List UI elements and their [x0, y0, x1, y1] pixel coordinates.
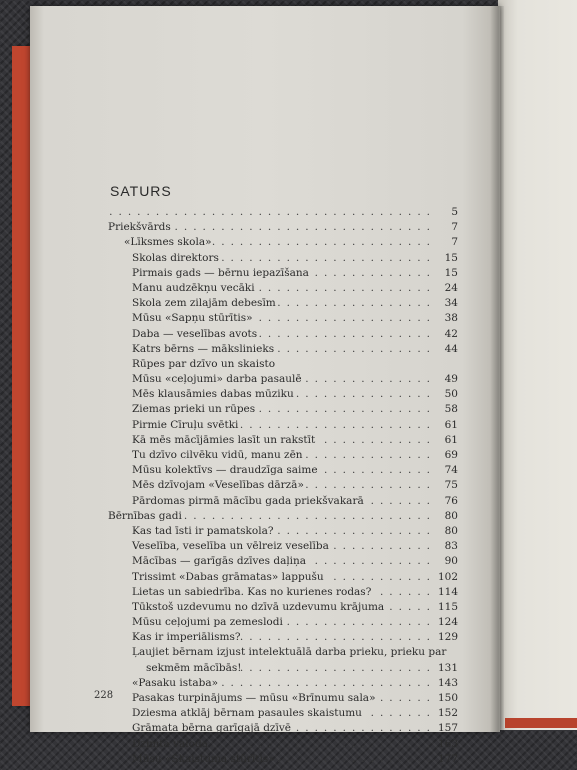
- toc-page-number: 83: [444, 540, 458, 553]
- facing-cover-edge: [505, 718, 577, 728]
- toc-leader-dots: .............: [314, 555, 436, 568]
- toc-leader-dots: ......: [379, 585, 436, 598]
- toc-entry: [108, 676, 458, 691]
- toc-page-number: 15: [444, 266, 458, 279]
- toc-entry-title: Mūsu «ceļojumi» darba pasaulē: [132, 373, 302, 386]
- toc-leader-dots: ..............: [305, 449, 436, 461]
- toc-page-number: 74: [444, 464, 458, 477]
- toc-entry-title: «Pasaku istaba»: [132, 676, 219, 689]
- toc-entry: [108, 630, 458, 645]
- toc-page-number: 5: [451, 206, 458, 218]
- toc-page-number: 80: [444, 509, 458, 522]
- toc-entry-title: Kas ir imperiālisms?: [132, 631, 241, 644]
- toc-page-number: 61: [444, 433, 458, 446]
- toc-entry: [108, 342, 458, 357]
- toc-entry: [108, 706, 458, 721]
- toc-entry-title: Mūsu «Sapņu stūrītis»: [132, 312, 253, 325]
- toc-entry-title: Pirmais gads — bērnu iepazīšana: [132, 266, 309, 279]
- toc-leader-dots: ...........: [333, 540, 436, 553]
- toc-leader-dots: .................: [277, 752, 436, 765]
- toc-entry: [108, 737, 458, 752]
- toc-page-number: 42: [444, 327, 458, 340]
- toc-page-number: 15: [444, 251, 458, 264]
- toc-entry-title: «Līksmes skola»: [124, 236, 212, 249]
- toc-page-number: 7: [451, 221, 458, 234]
- toc-leader-dots: ...............: [295, 388, 436, 401]
- toc-page-number: 75: [444, 479, 458, 492]
- toc-page-number: 7: [451, 236, 458, 249]
- toc-entry-title: sekmēm mācībās!: [146, 661, 242, 674]
- toc-leader-dots: ............................: [174, 221, 436, 234]
- toc-page-number: 76: [444, 494, 458, 507]
- toc-leader-dots: ...................: [258, 403, 436, 416]
- toc-leader-dots: ............: [323, 464, 436, 477]
- facing-page: [498, 0, 577, 730]
- toc-entry-title: Tūkstoš uzdevumu no dzīvā uzdevumu krājuma: [132, 600, 385, 613]
- toc-leader-dots: ...........................: [183, 509, 436, 522]
- toc-entry-title: Pirmie Cīruļu svētki: [132, 418, 239, 431]
- toc-entry: [108, 539, 458, 554]
- toc-entry: [108, 448, 458, 463]
- toc-page-number: 58: [444, 403, 458, 416]
- toc-leader-dots: ................: [286, 616, 436, 629]
- toc-entry-title: Ļaujiet bērnam izjust intelektuālā darba prieku, prieku par: [132, 646, 447, 659]
- toc-entry: [108, 463, 458, 478]
- toc-entry: [108, 402, 458, 417]
- toc-entry-title: Pasakas turpinājums — mūsu «Brīnumu sala»: [132, 692, 376, 704]
- toc-entry-title: Kas tad īsti ir pamatskola?: [132, 524, 274, 537]
- toc-entry-title: Mūsu kolektīvs — draudzīga saime: [132, 464, 318, 477]
- toc-entry-title: Grāmata bērna garīgajā dzīvē: [132, 722, 291, 735]
- toc-page-number: 50: [444, 388, 458, 401]
- toc-leader-dots: .....................: [239, 418, 436, 431]
- toc-entry-title: Mēs dzīvojam «Veselības dārzā»: [132, 479, 304, 492]
- toc-page-number: 44: [444, 342, 458, 355]
- toc-leader-dots: ...................................: [109, 206, 436, 218]
- toc-page-number: 49: [444, 373, 458, 386]
- toc-entry-title: Skola zem zilajām debesīm: [132, 297, 276, 310]
- toc-entry: [108, 311, 458, 326]
- toc-entry: [108, 721, 458, 736]
- toc-leader-dots: ..............: [305, 479, 436, 492]
- toc-page-number: 61: [444, 418, 458, 431]
- toc-page-number: 150: [437, 692, 458, 704]
- toc-entry: [108, 205, 458, 220]
- toc-page-number: 90: [444, 555, 458, 568]
- toc-page-number: 129: [437, 631, 458, 644]
- toc-entry-title: Daba — veselības avots: [132, 327, 258, 340]
- toc-entry: [108, 418, 458, 433]
- toc-entry: [108, 266, 458, 281]
- toc-entry-title: Mūsu ceļojumi pa zemeslodi: [132, 616, 283, 629]
- toc-leader-dots: ........................: [211, 236, 436, 249]
- toc-leader-dots: .....................: [239, 631, 436, 644]
- toc-leader-dots: ...................: [258, 327, 436, 340]
- toc-entry-title: Ziemas prieki un rūpes: [132, 403, 256, 416]
- toc-entry: [108, 478, 458, 493]
- toc-page-number: 34: [444, 297, 458, 310]
- toc-entry-title: Dzimtā valoda: [132, 737, 208, 750]
- toc-leader-dots: .....: [389, 600, 436, 613]
- toc-entry: [108, 372, 458, 387]
- toc-entry: [108, 509, 458, 524]
- toc-entry-title: Skolas direktors: [132, 251, 219, 264]
- toc-page-number: 80: [444, 524, 458, 537]
- toc-entry: [108, 570, 458, 585]
- toc-entry: [108, 357, 458, 372]
- toc-entry-title: Rūpes par dzīvo un skaisto: [132, 357, 276, 370]
- page-number: 228: [94, 690, 114, 701]
- toc-page-number: 38: [444, 312, 458, 325]
- toc-entry: [108, 433, 458, 448]
- toc-entry-title: Trissimt «Dabas grāmatas» lappušu: [132, 570, 324, 583]
- toc-page-number: 24: [444, 281, 458, 294]
- toc-entry: [108, 600, 458, 615]
- toc-entry-title: Dziesma atklāj bērnam pasaules skaistumu: [132, 707, 362, 720]
- toc-leader-dots: .......................: [221, 676, 436, 689]
- toc-page-number: 143: [437, 676, 458, 689]
- toc-entry-title: Priekšvārds: [108, 221, 171, 234]
- toc-page-number: 114: [437, 585, 458, 598]
- toc-page-number: 177: [437, 752, 458, 765]
- toc-page-number: 69: [444, 449, 458, 461]
- toc-entry: [108, 235, 458, 250]
- toc-entry: [108, 554, 458, 569]
- toc-entry: [108, 752, 458, 767]
- toc-leader-dots: .................: [277, 524, 436, 537]
- toc-leader-dots: .................: [277, 297, 436, 310]
- toc-leader-dots: .................: [277, 342, 436, 355]
- toc-leader-dots: .............: [314, 266, 436, 279]
- toc-page-number: 102: [437, 570, 458, 583]
- toc-leader-dots: ........................: [211, 737, 436, 750]
- toc-entry: [108, 387, 458, 402]
- toc-entry: [108, 494, 458, 509]
- toc-page-number: 163: [437, 737, 458, 750]
- toc-entry-title: Kā mēs mācījāmies lasīt un rakstīt: [132, 433, 316, 446]
- table-of-contents: [108, 205, 458, 767]
- toc-leader-dots: ..............: [305, 373, 436, 386]
- toc-leader-dots: ............: [323, 433, 436, 446]
- toc-entry-title: Manu audzēkņu vecāki: [132, 281, 255, 294]
- toc-entry-title: Mūsu «Skaistuma stūrītis»: [132, 752, 275, 765]
- spine-shadow: [490, 6, 504, 732]
- toc-page-number: 131: [437, 661, 458, 674]
- toc-entry: [108, 691, 458, 706]
- toc-entry-title: Katrs bērns — mākslinieks: [132, 342, 275, 355]
- toc-entry: [108, 296, 458, 311]
- toc-entry: [108, 281, 458, 296]
- toc-entry-title: Mēs klausāmies dabas mūziku: [132, 388, 294, 401]
- toc-page-number: 152: [437, 707, 458, 720]
- toc-page-number: 124: [437, 616, 458, 629]
- toc-entry: [108, 585, 458, 600]
- toc-entry: [108, 251, 458, 266]
- toc-entry: [108, 645, 458, 660]
- toc-entry: [108, 220, 458, 235]
- toc-leader-dots: .......: [370, 707, 436, 720]
- toc-leader-dots: .......................: [221, 251, 436, 264]
- toc-leader-dots: ...................: [258, 281, 436, 294]
- toc-entry-title: Pārdomas pirmā mācību gada priekšvakarā: [132, 494, 364, 507]
- toc-page-number: 115: [437, 600, 458, 613]
- toc-entry-title: Lietas un sabiedrība. Kas no kurienes rodas?: [132, 585, 372, 598]
- toc-entry-title: Tu dzīvo cilvēku vidū, manu zēn: [132, 449, 303, 461]
- toc-leader-dots: ...........: [333, 570, 436, 583]
- toc-entry: [108, 524, 458, 539]
- toc-entry-title: Veselība, veselība un vēlreiz veselība: [132, 540, 329, 553]
- toc-leader-dots: ......: [379, 692, 436, 704]
- toc-leader-dots: .....................: [239, 661, 436, 674]
- toc-entry: [108, 327, 458, 342]
- page-title: SATURS: [110, 183, 172, 199]
- toc-leader-dots: .......: [370, 494, 436, 507]
- toc-leader-dots: ...................: [258, 312, 436, 325]
- toc-entry: [108, 615, 458, 630]
- toc-entry-title: Bērnības gadi: [108, 509, 182, 522]
- toc-entry: [108, 661, 458, 676]
- toc-page-number: 157: [437, 722, 458, 735]
- toc-leader-dots: ...............: [295, 722, 436, 735]
- toc-entry-title: Mācības — garīgās dzīves daļiņa: [132, 555, 307, 568]
